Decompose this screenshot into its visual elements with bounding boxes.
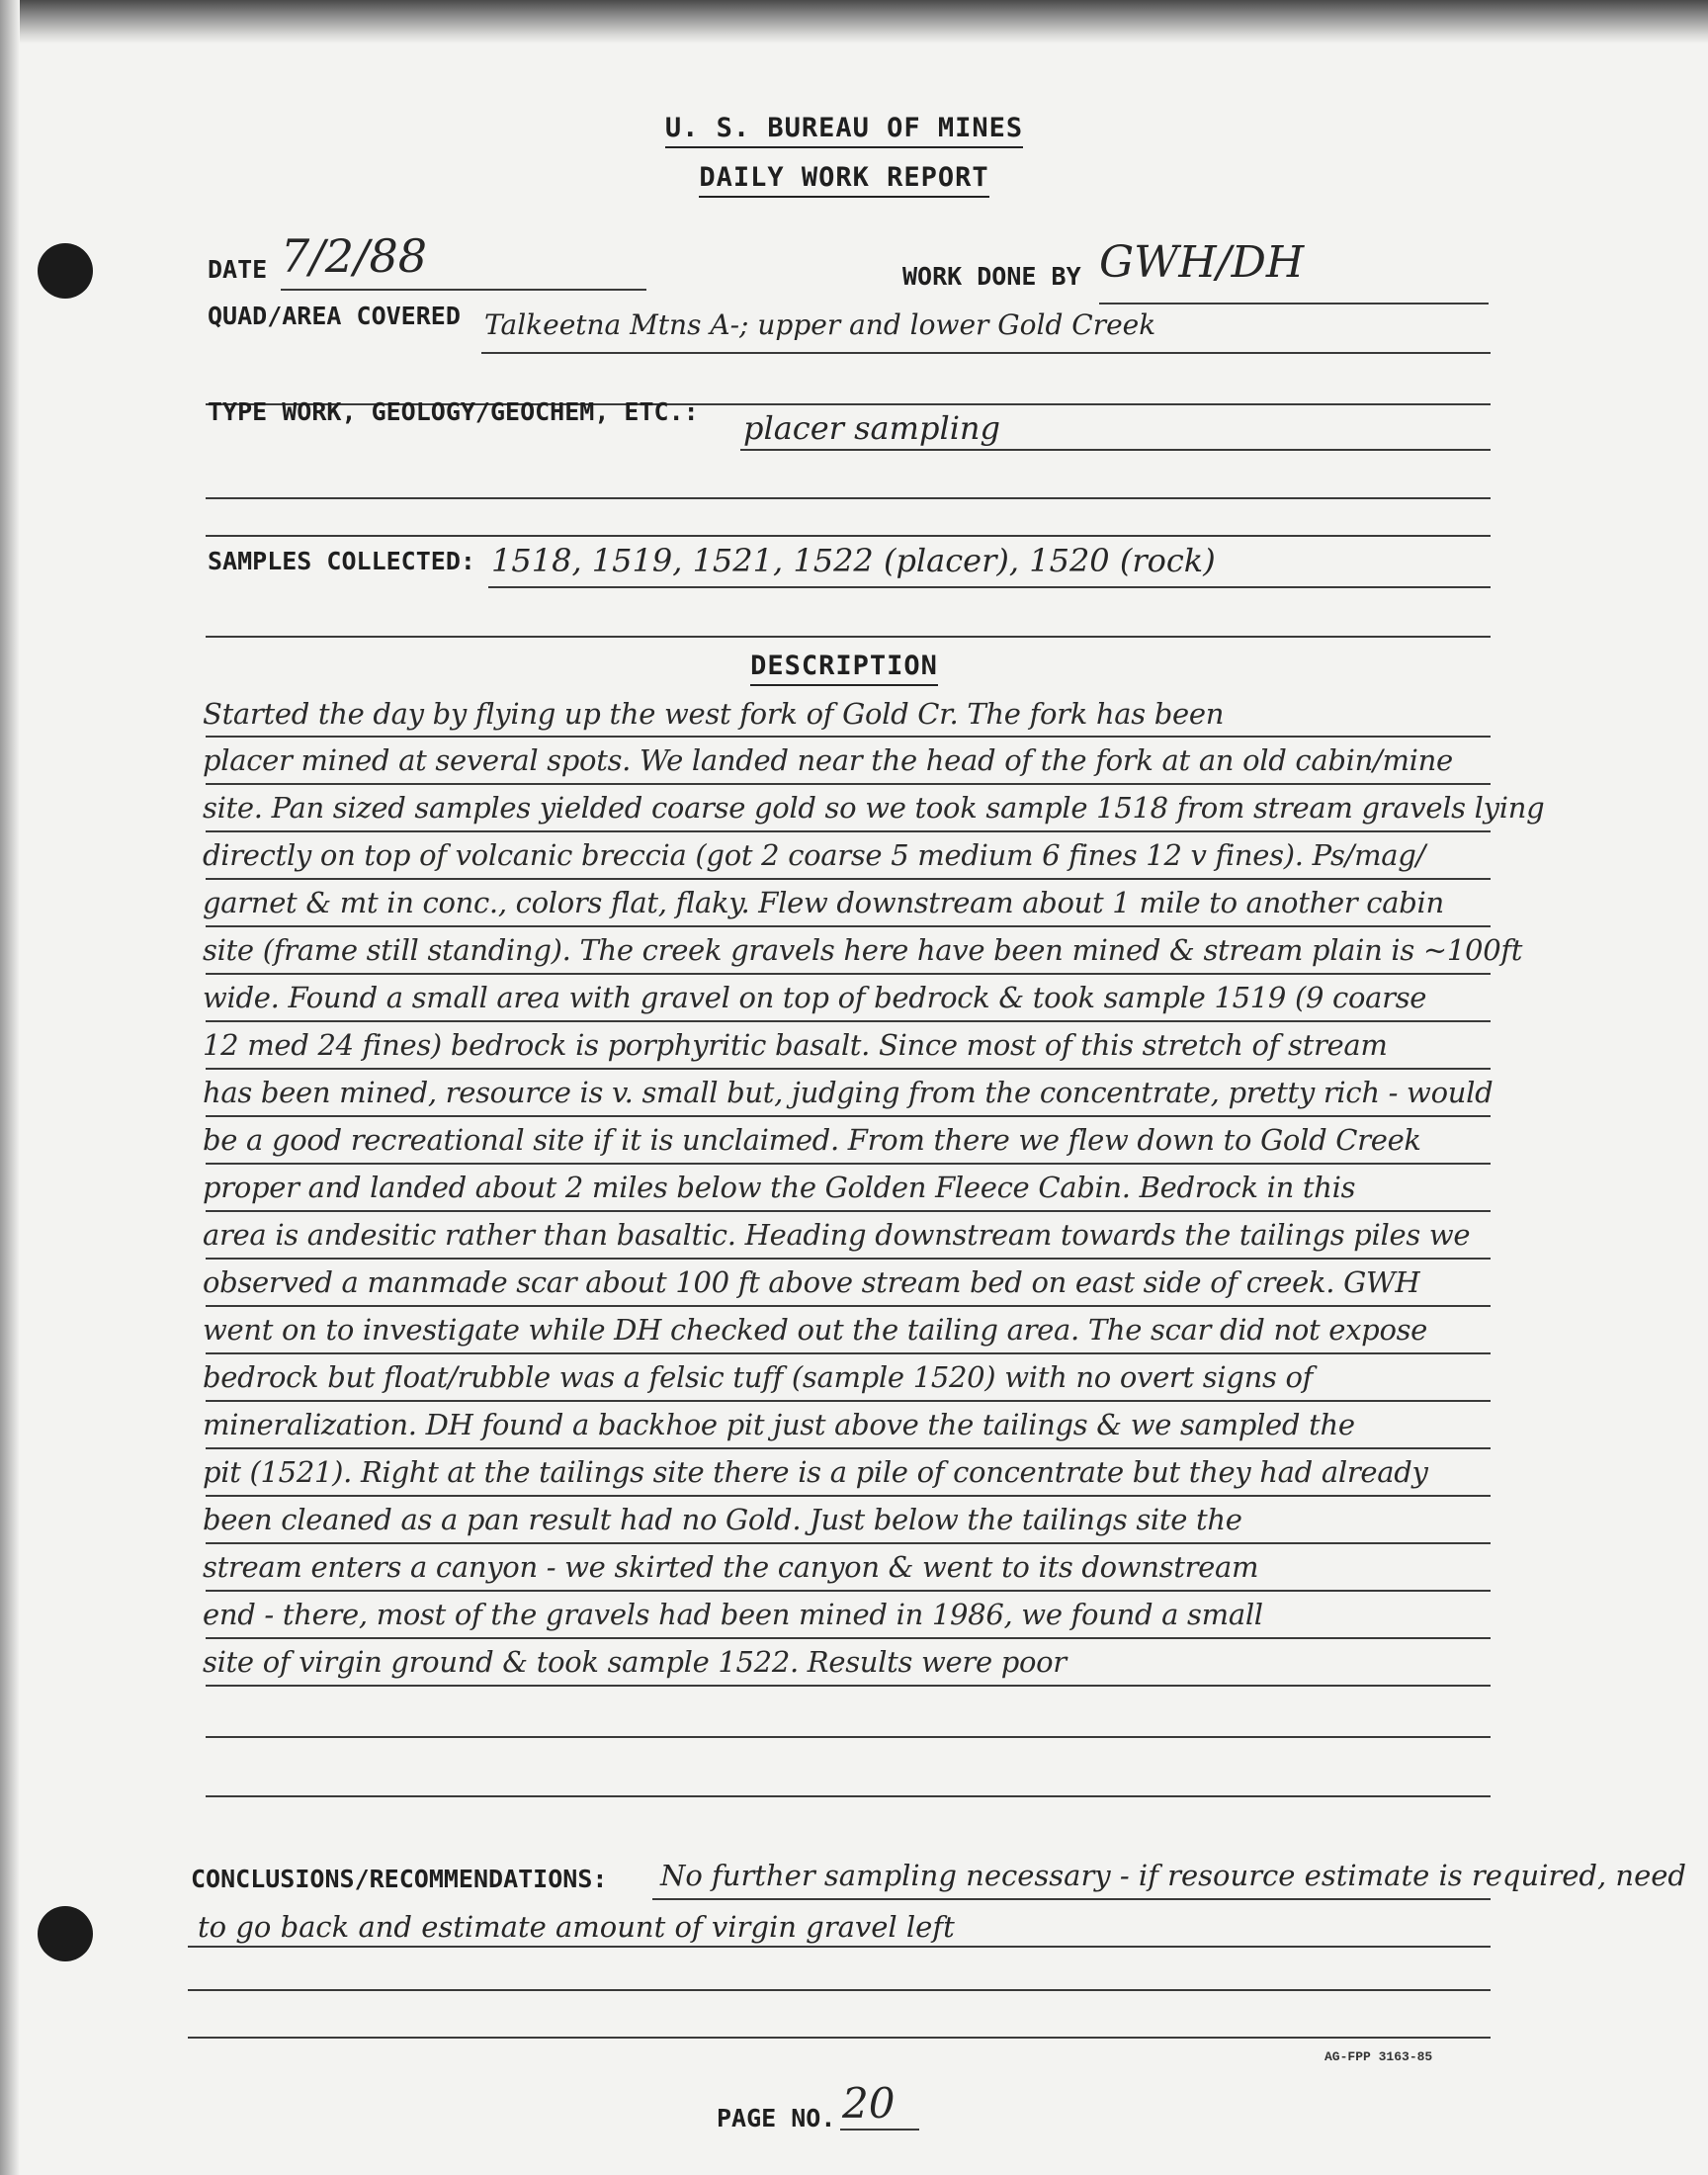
description-line: stream enters a canyon - we skirted the canyon & went to its downstream xyxy=(203,1550,1259,1584)
ruled-line xyxy=(206,1020,1491,1022)
description-line: Started the day by flying up the west fork of Gold Cr. The fork has been xyxy=(203,697,1225,731)
ruled-line xyxy=(206,1258,1491,1260)
date-line xyxy=(281,289,646,291)
description-line: directly on top of volcanic breccia (got 2 coarse 5 medium 6 fines 12 v fines). Ps/mag/ xyxy=(203,838,1426,872)
ruled-line xyxy=(206,973,1491,975)
description-line: site. Pan sized samples yielded coarse gold so we took sample 1518 from stream gravels lying xyxy=(203,791,1545,825)
description-line: area is andesitic rather than basaltic. Heading downstream towards the tailings piles we xyxy=(203,1218,1471,1252)
conclusions-line-1: No further sampling necessary - if resource estimate is required, need xyxy=(660,1859,1686,1892)
ruled-line xyxy=(206,1685,1491,1687)
conclusions-rule xyxy=(188,1989,1491,1991)
description-line: site of virgin ground & took sample 1522. Results were poor xyxy=(203,1645,1067,1679)
ruled-line xyxy=(206,783,1491,785)
ruled-line xyxy=(206,925,1491,927)
form-number: AG-FPP 3163-85 xyxy=(1324,2049,1433,2064)
work-done-by-line xyxy=(1099,303,1489,304)
ruled-line xyxy=(206,1352,1491,1354)
description-line: been cleaned as a pan result had no Gold. Just below the tailings site the xyxy=(203,1503,1242,1536)
ruled-line xyxy=(206,1795,1491,1797)
ruled-line xyxy=(206,1163,1491,1165)
page-number-value: 20 xyxy=(842,2079,896,2128)
work-done-by-label: WORK DONE BY xyxy=(902,262,1081,291)
description-line: wide. Found a small area with gravel on top of bedrock & took sample 1519 (9 coarse xyxy=(203,981,1427,1014)
ruled-line xyxy=(206,1447,1491,1449)
description-heading: DESCRIPTION xyxy=(0,651,1688,681)
conclusions-line-2: to go back and estimate amount of virgin gravel left xyxy=(198,1910,955,1944)
description-line: observed a manmade scar about 100 ft above stream bed on east side of creek. GWH xyxy=(203,1265,1420,1299)
conclusions-rule xyxy=(188,2037,1491,2039)
conclusions-rule xyxy=(188,1946,1491,1948)
page-number-label: PAGE NO. xyxy=(717,2104,836,2132)
ruled-line xyxy=(206,1400,1491,1402)
agency-title: U. S. BUREAU OF MINES xyxy=(0,113,1688,143)
ruled-line xyxy=(206,830,1491,832)
punch-hole-icon xyxy=(38,1906,93,1961)
scan-edge-left xyxy=(0,0,20,2175)
conclusions-label: CONCLUSIONS/RECOMMENDATIONS: xyxy=(191,1865,608,1893)
ruled-line xyxy=(206,1068,1491,1070)
description-line: placer mined at several spots. We landed near the head of the fork at an old cabin/mine xyxy=(203,743,1453,777)
quad-label: QUAD/AREA COVERED xyxy=(208,302,461,330)
report-title: DAILY WORK REPORT xyxy=(0,162,1688,193)
description-line: end - there, most of the gravels had been mined in 1986, we found a small xyxy=(203,1598,1263,1631)
ruled-line xyxy=(206,1495,1491,1497)
quad-value: Talkeetna Mtns A-; upper and lower Gold Creek xyxy=(484,308,1156,341)
description-line: 12 med 24 fines) bedrock is porphyritic basalt. Since most of this stretch of stream xyxy=(203,1028,1388,1062)
type-work-value: placer sampling xyxy=(743,409,1001,447)
ruled-line xyxy=(206,1637,1491,1639)
ruled-line xyxy=(206,1210,1491,1212)
type-work-line-2 xyxy=(206,497,1491,499)
ruled-line xyxy=(206,1542,1491,1544)
type-work-line xyxy=(740,449,1491,451)
samples-line xyxy=(488,586,1491,588)
samples-label: SAMPLES COLLECTED: xyxy=(208,547,475,575)
description-line: went on to investigate while DH checked out the tailing area. The scar did not expose xyxy=(203,1313,1428,1347)
description-line: has been mined, resource is v. small but, judging from the concentrate, pretty rich - would xyxy=(203,1076,1494,1109)
conclusions-rule xyxy=(652,1898,1491,1900)
page-number-line xyxy=(840,2129,919,2131)
description-line: bedrock but float/rubble was a felsic tuff (sample 1520) with no overt signs of xyxy=(203,1360,1314,1394)
work-done-by-value: GWH/DH xyxy=(1099,237,1305,288)
type-work-label: TYPE WORK, GEOLOGY/GEOCHEM, ETC.: xyxy=(208,397,699,426)
description-line: site (frame still standing). The creek gravels here have been mined & stream plain is ~100ft xyxy=(203,933,1523,967)
ruled-line xyxy=(206,1115,1491,1117)
ruled-line xyxy=(206,878,1491,880)
description-line: proper and landed about 2 miles below the Golden Fleece Cabin. Bedrock in this xyxy=(203,1171,1356,1204)
quad-line xyxy=(481,352,1491,354)
ruled-line xyxy=(206,1305,1491,1307)
description-line: garnet & mt in conc., colors flat, flaky. Flew downstream about 1 mile to another cabin xyxy=(203,886,1444,919)
ruled-line xyxy=(206,736,1491,738)
type-work-line-3 xyxy=(206,535,1491,537)
ruled-line xyxy=(206,1590,1491,1592)
description-line: be a good recreational site if it is unclaimed. From there we flew down to Gold Creek xyxy=(203,1123,1421,1157)
scan-edge-top xyxy=(0,0,1708,44)
date-value: 7/2/88 xyxy=(281,229,428,283)
ruled-line xyxy=(206,1736,1491,1738)
punch-hole-icon xyxy=(38,243,93,299)
samples-value: 1518, 1519, 1521, 1522 (placer), 1520 (rock) xyxy=(491,542,1216,579)
samples-line-2 xyxy=(206,636,1491,638)
description-line: pit (1521). Right at the tailings site there is a pile of concentrate but they had already xyxy=(203,1455,1428,1489)
date-label: DATE xyxy=(208,255,268,284)
description-line: mineralization. DH found a backhoe pit just above the tailings & we sampled the xyxy=(203,1408,1355,1441)
